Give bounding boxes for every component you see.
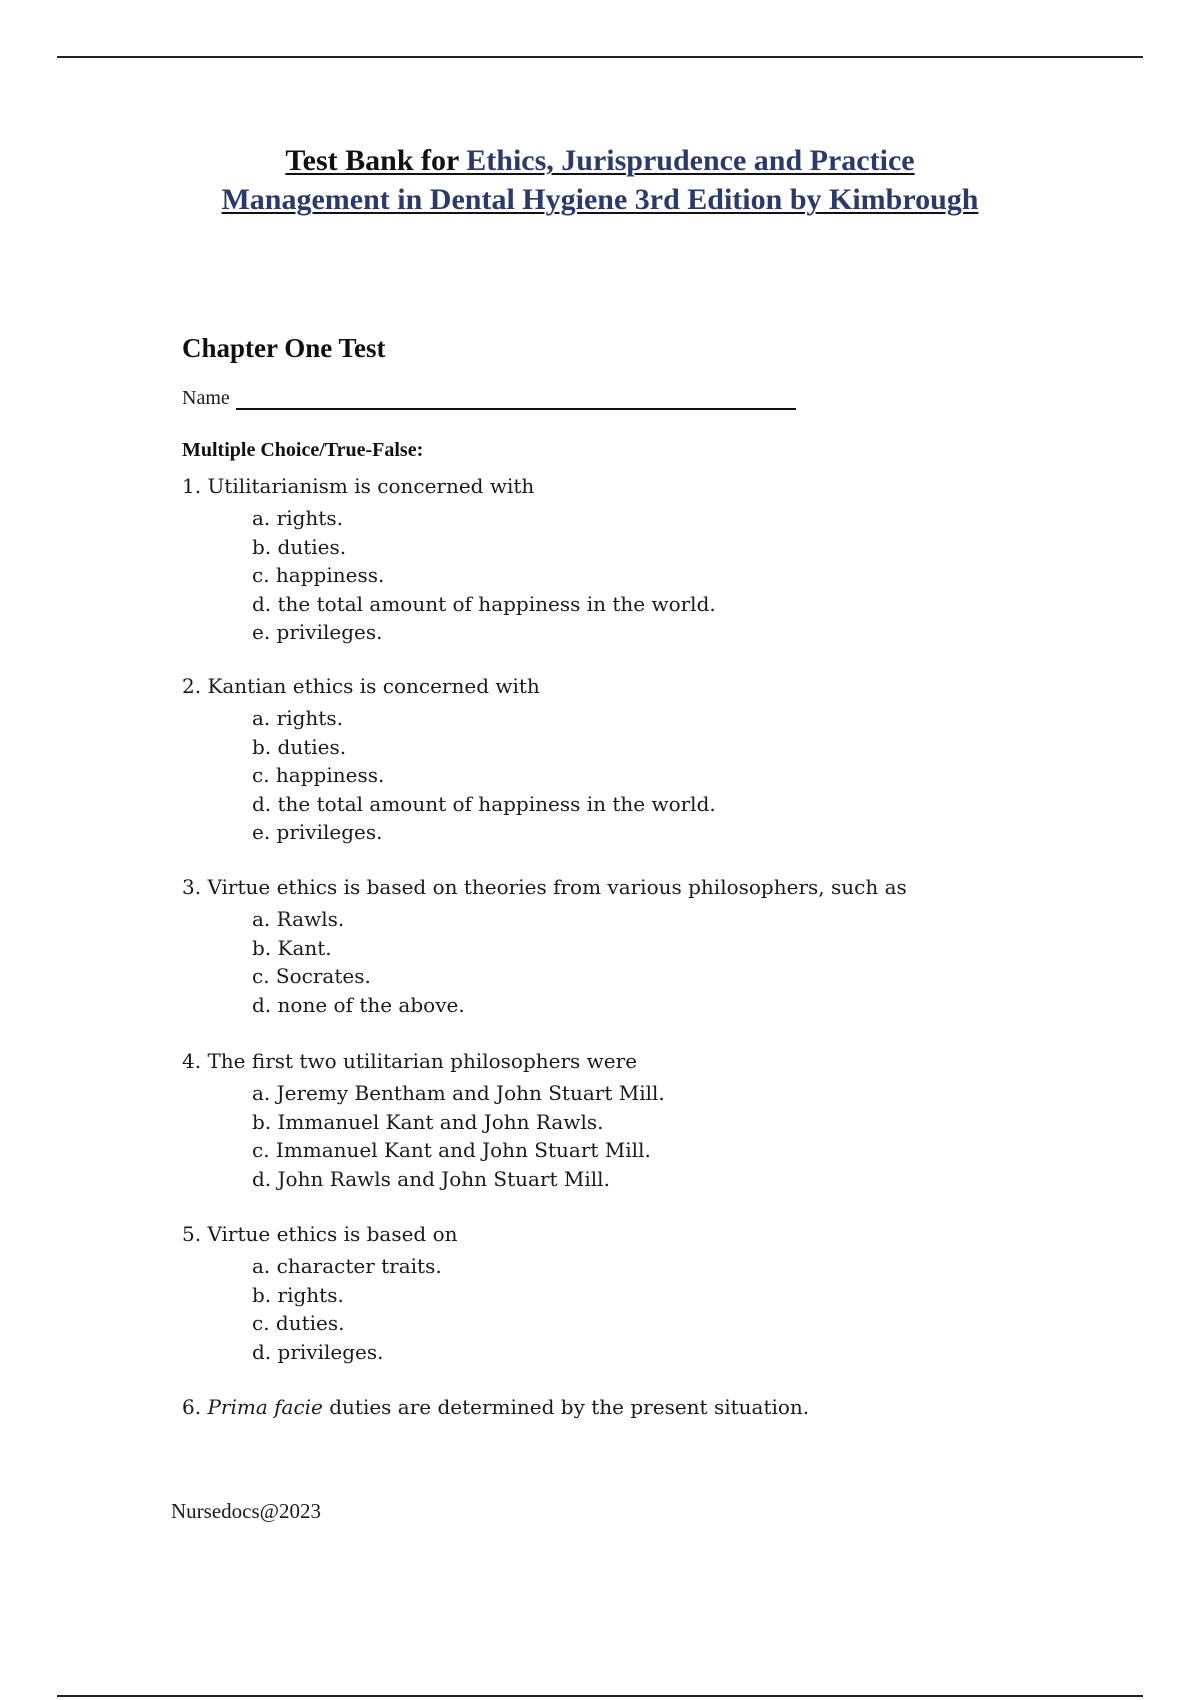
option-c: c. happiness.	[252, 563, 385, 587]
option-a: a. Rawls.	[252, 907, 345, 931]
option-d: d. the total amount of happiness in the world.	[252, 591, 716, 616]
option-b: b. Kant.	[252, 935, 332, 960]
question-number: 6.	[182, 1395, 208, 1419]
option-b: b. duties.	[252, 734, 347, 759]
option-a: a. character traits.	[252, 1254, 442, 1278]
question-3	[182, 873, 907, 1019]
question-4	[182, 1047, 665, 1193]
option-c: c. Socrates.	[252, 964, 371, 988]
footer-copyright: Nursedocs@2023	[171, 1499, 321, 1523]
option-e: e. privileges.	[252, 620, 383, 644]
option-d: d. John Rawls and John Stuart Mill.	[252, 1166, 610, 1191]
option-list	[252, 504, 716, 647]
option-b: b. Immanuel Kant and John Rawls.	[252, 1109, 604, 1134]
option-list	[252, 905, 907, 1019]
question-stem	[182, 1393, 809, 1421]
option-c: c. happiness.	[252, 763, 385, 787]
option-c: c. duties.	[252, 1311, 345, 1335]
top-rule	[57, 56, 1143, 58]
option-list	[252, 704, 716, 847]
option-list	[252, 1252, 458, 1366]
option-d: d. the total amount of happiness in the world.	[252, 791, 716, 816]
question-italic-term: Prima facie	[207, 1395, 323, 1419]
title-link-line1[interactable]: Ethics, Jurisprudence and Practice	[466, 144, 915, 177]
document-title	[100, 141, 1100, 219]
question-stem: 1. Utilitarianism is concerned with	[182, 474, 535, 498]
option-b: b. duties.	[252, 534, 347, 559]
name-blank-line	[236, 386, 796, 410]
option-d: d. none of the above.	[252, 992, 465, 1017]
option-list	[252, 1079, 665, 1193]
section-heading: Multiple Choice/True-False:	[182, 439, 424, 461]
option-e: e. privileges.	[252, 820, 383, 844]
name-label: Name	[182, 387, 230, 409]
option-a: a. rights.	[252, 506, 343, 530]
question-stem-rest: duties are determined by the present situation.	[322, 1395, 810, 1419]
question-2	[182, 672, 716, 847]
question-stem: 4. The first two utilitarian philosophers were	[182, 1049, 638, 1073]
option-a: a. rights.	[252, 706, 343, 730]
option-b: b. rights.	[252, 1282, 344, 1307]
option-d: d. privileges.	[252, 1339, 384, 1364]
question-stem: 2. Kantian ethics is concerned with	[182, 674, 540, 698]
title-prefix: Test Bank for	[285, 144, 467, 177]
title-link-line2[interactable]: Management in Dental Hygiene 3rd Edition by Kimbrough	[221, 183, 979, 216]
name-field-row	[182, 386, 796, 410]
option-a: a. Jeremy Bentham and John Stuart Mill.	[252, 1081, 665, 1105]
question-1	[182, 472, 716, 647]
question-stem: 3. Virtue ethics is based on theories from various philosophers, such as	[182, 875, 907, 899]
bottom-rule	[57, 1695, 1143, 1697]
question-5	[182, 1220, 458, 1366]
chapter-heading: Chapter One Test	[182, 333, 386, 363]
question-6	[182, 1393, 809, 1421]
question-stem: 5. Virtue ethics is based on	[182, 1222, 458, 1246]
option-c: c. Immanuel Kant and John Stuart Mill.	[252, 1138, 651, 1162]
